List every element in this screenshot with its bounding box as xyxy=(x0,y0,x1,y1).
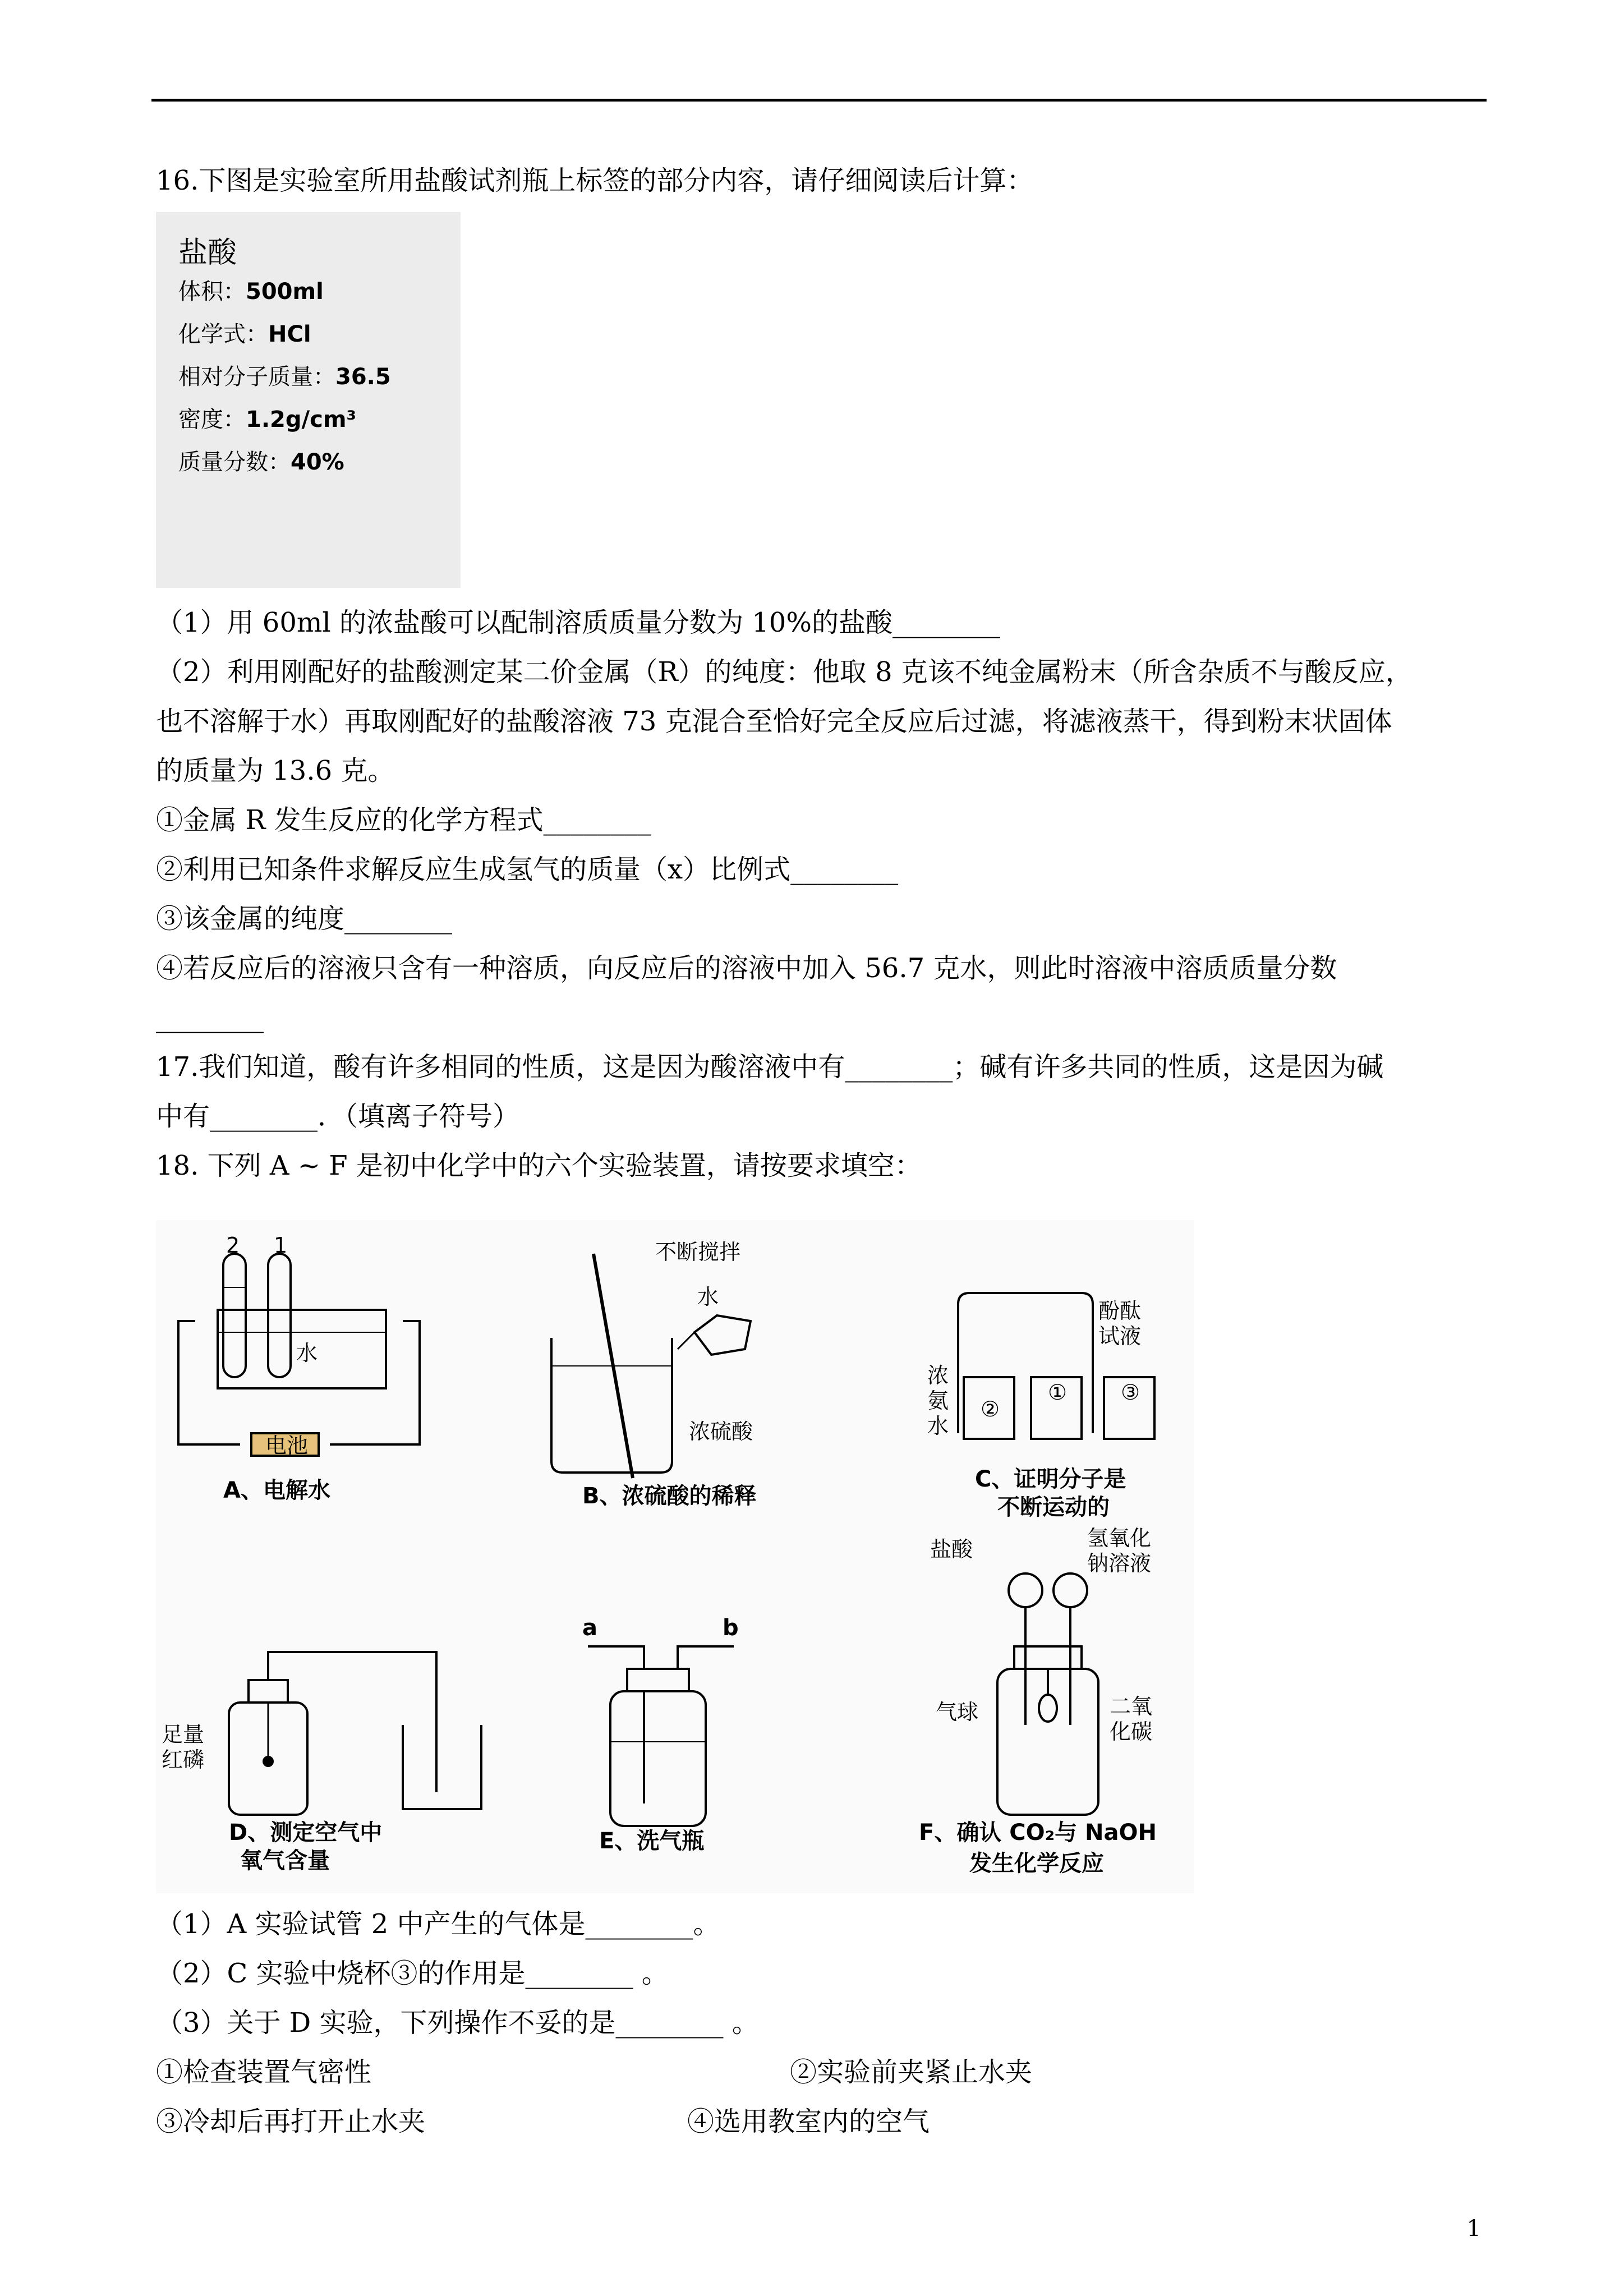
tube-1-label: 1 xyxy=(274,1233,288,1258)
tube-2-label: 2 xyxy=(226,1233,240,1258)
caption-b: B、浓硫酸的稀释 xyxy=(582,1483,757,1509)
water-label-b: 水 xyxy=(697,1285,719,1309)
q18-apparatus-figure xyxy=(156,1220,1194,1893)
stir-label: 不断搅拌 xyxy=(655,1240,741,1264)
inlet-b-label: b xyxy=(723,1615,739,1641)
q16-sub2: ②利用已知条件求解反应生成氢气的质量（x）比例式________ xyxy=(156,854,899,885)
phenolphthalein-label-2: 试液 xyxy=(1098,1324,1142,1349)
co2-label-2: 化碳 xyxy=(1110,1719,1153,1744)
co2-label-1: 二氧 xyxy=(1110,1694,1153,1719)
caption-e: E、洗气瓶 xyxy=(599,1828,705,1854)
header-rule xyxy=(151,99,1487,102)
reagent-label-row: 质量分数：40% xyxy=(178,449,344,475)
q18-option-4: ④选用教室内的空气 xyxy=(687,2106,930,2137)
apparatus-a xyxy=(178,1233,420,1503)
q17-line1: 17.我们知道，酸有许多相同的性质，这是因为酸溶液中有________；碱有许多共同的性质，这是因为碱 xyxy=(156,1051,1384,1083)
caption-d-1: D、测定空气中 xyxy=(229,1820,383,1846)
q18-part3: （3）关于 D 实验，下列操作不妥的是________ 。 xyxy=(156,2007,759,2039)
caption-d-2: 氧气含量 xyxy=(240,1848,330,1874)
q18-part2: （2）C 实验中烧杯③的作用是________ 。 xyxy=(156,1958,669,1989)
q18-stem: 18. 下列 A ~ F 是初中化学中的六个实验装置，请按要求填空： xyxy=(156,1150,922,1181)
q17-line2: 中有________．（填离子符号） xyxy=(156,1101,520,1132)
apparatus-d xyxy=(162,1652,481,1874)
inlet-a-label: a xyxy=(582,1615,597,1641)
caption-f-1: F、确认 CO₂与 NaOH xyxy=(919,1820,1157,1846)
naoh-label-1: 氢氧化 xyxy=(1087,1526,1152,1550)
beaker-2-label: ② xyxy=(981,1397,1000,1421)
reagent-label xyxy=(156,212,461,588)
beaker-1-label: ① xyxy=(1048,1380,1068,1405)
q16-part2-line3: 的质量为 13.6 克。 xyxy=(156,755,395,786)
apparatus-b xyxy=(551,1240,757,1509)
battery-label: 电池 xyxy=(265,1433,309,1458)
reagent-label-row: 化学式：HCl xyxy=(178,321,311,347)
phosphorus-label-1: 足量 xyxy=(162,1722,205,1747)
beaker-3-label: ③ xyxy=(1121,1380,1140,1405)
ammonia-label-1: 浓 xyxy=(927,1363,949,1388)
q16-sub4-blank: ________ xyxy=(156,1002,264,1033)
ammonia-label-2: 氨 xyxy=(927,1388,949,1413)
q16-part1: （1）用 60ml 的浓盐酸可以配制溶质质量分数为 10%的盐酸________ xyxy=(156,607,1000,638)
ammonia-label-3: 水 xyxy=(927,1414,949,1438)
q16-part2-line2: 也不溶解于水）再取刚配好的盐酸溶液 73 克混合至恰好完全反应后过滤，将滤液蒸干，得到粉末状固体 xyxy=(156,706,1392,737)
apparatus-c xyxy=(927,1293,1154,1520)
q16-sub4-line1: ④若反应后的溶液只含有一种溶质，向反应后的溶液中加入 56.7 克水，则此时溶液中溶质质量分数 xyxy=(156,953,1337,984)
caption-c-2: 不断运动的 xyxy=(997,1494,1110,1520)
page-number: 1 xyxy=(1466,2216,1481,2242)
q16-stem: 16.下图是实验室所用盐酸试剂瓶上标签的部分内容，请仔细阅读后计算： xyxy=(156,165,1034,196)
q18-part1: （1）A 实验试管 2 中产生的气体是________。 xyxy=(156,1908,720,1940)
balloon-label: 气球 xyxy=(936,1700,979,1724)
q16-sub1: ①金属 R 发生反应的化学方程式________ xyxy=(156,804,651,836)
q18-option-1: ①检查装置气密性 xyxy=(156,2056,372,2088)
caption-a: A、电解水 xyxy=(223,1478,330,1503)
water-label-a: 水 xyxy=(296,1341,318,1365)
hcl-label: 盐酸 xyxy=(930,1537,973,1562)
caption-c-1: C、证明分子是 xyxy=(975,1466,1126,1492)
q18-option-3: ③冷却后再打开止水夹 xyxy=(156,2106,426,2137)
naoh-label-2: 钠溶液 xyxy=(1087,1551,1152,1576)
acid-label: 浓硫酸 xyxy=(689,1419,753,1444)
apparatus-e xyxy=(582,1615,739,1854)
reagent-label-row: 体积：500ml xyxy=(178,279,324,305)
q16-part2-line1: （2）利用刚配好的盐酸测定某二价金属（R）的纯度：他取 8 克该不纯金属粉末（所含杂质不与酸反应， xyxy=(156,656,1413,688)
phenolphthalein-label-1: 酚酞 xyxy=(1098,1299,1142,1323)
apparatus-f xyxy=(919,1526,1157,1876)
reagent-label-row: 相对分子质量：36.5 xyxy=(178,364,391,390)
phosphorus-label-2: 红磷 xyxy=(162,1747,205,1772)
q16-sub3: ③该金属的纯度________ xyxy=(156,903,453,935)
caption-f-2: 发生化学反应 xyxy=(969,1851,1104,1876)
q18-option-2: ②实验前夹紧止水夹 xyxy=(790,2056,1033,2088)
reagent-label-row: 密度：1.2g/cm³ xyxy=(178,407,357,432)
reagent-label-title: 盐酸 xyxy=(178,236,237,270)
